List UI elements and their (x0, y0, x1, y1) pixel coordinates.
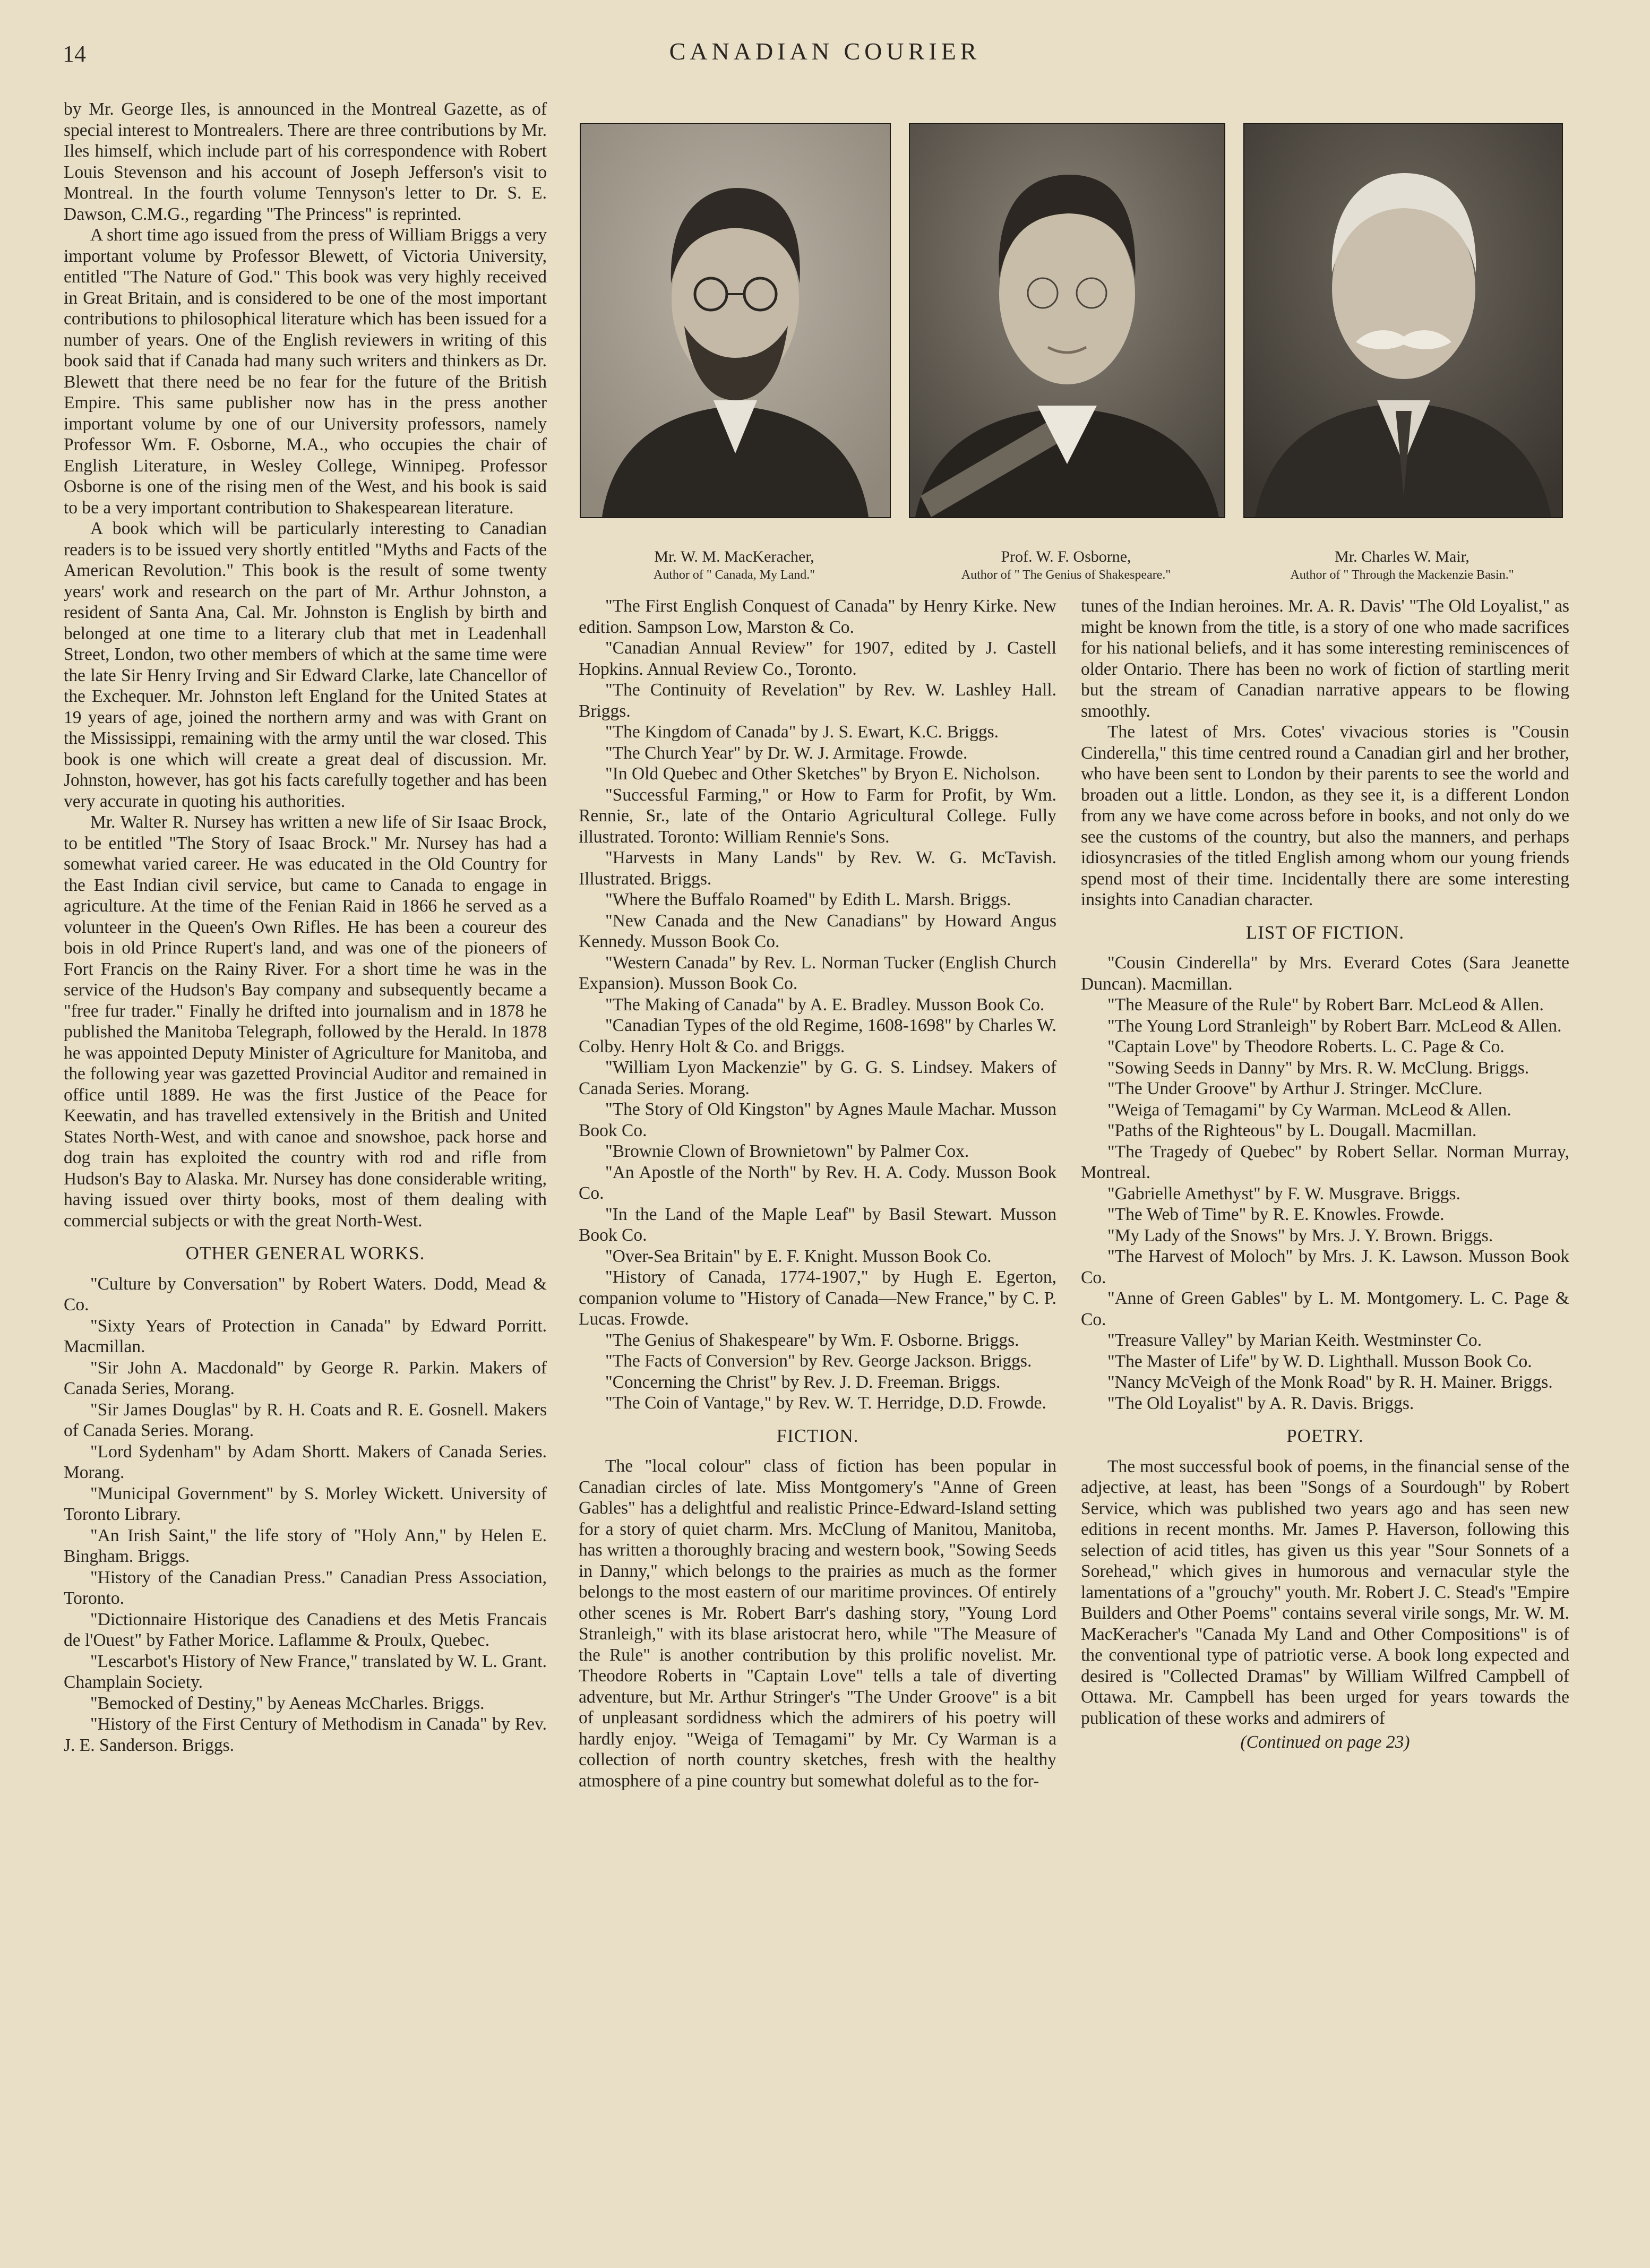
list-item: "An Irish Saint," the life story of "Holy Ann," by Helen E. Bingham. Briggs. (64, 1525, 547, 1566)
list-item: "Municipal Government" by S. Morley Wickett. University of Toronto Library. (64, 1483, 547, 1524)
portrait-image (910, 124, 1224, 517)
list-item: "Bemocked of Destiny," by Aeneas McCharles. Briggs. (90, 1693, 485, 1713)
list-item: "Cousin Cinderella" by Mrs. Everard Cotes (Sara Jeanette Duncan). Macmillan. (1081, 953, 1569, 994)
list-item: "Nancy McVeigh of the Monk Road" by R. H. Mainer. Briggs. (1107, 1372, 1553, 1392)
portrait-image (581, 124, 890, 517)
portrait-image (1244, 124, 1562, 517)
list-item: "The Continuity of Revelation" by Rev. W. Lashley Hall. Briggs. (579, 680, 1056, 721)
paragraph: A book which will be particularly interesting to Canadian readers is to be issued very shortly entitled "Myths and Facts of the American Revolution." This book is the result of some twenty years' work and research on the part of Mr. Arthur Johnston, a resident of Santa Ana, Cal. Mr. Johnston is English by birth and belonged at one time to a literary club that met in Leadenhall Street, London, two other members of which at the same time were the late Sir Henry Irving and Sir Edward Clarke, late Chancellor of the Exchequer. Mr. Johnston left England for the United States at 19 years of age, joined the northern army and was with Grant on the Mississippi, remaining with the army until the war closed. This book is one which will create a great deal of discussion. Mr. Johnston, however, has got his facts carefully together and has been very accurate in quoting his authorities. (64, 519, 547, 811)
list-item: "William Lyon Mackenzie" by G. G. S. Lindsey. Makers of Canada Series. Morang. (579, 1058, 1056, 1098)
list-item: "The Genius of Shakespeare" by Wm. F. Osborne. Briggs. (605, 1330, 1019, 1350)
list-item: "An Apostle of the North" by Rev. H. A. Cody. Musson Book Co. (579, 1162, 1056, 1203)
list-item: "History of the First Century of Methodism in Canada" by Rev. J. E. Sanderson. Briggs. (64, 1714, 547, 1755)
paragraph: by Mr. George Iles, is announced in the Montreal Gazette, as of special interest to Montrealers. There are three contributions by Mr. Iles himself, which include part of his correspondence with Robert Louis Stevenson and his account of Joseph Jefferson's visit to Montreal. In the fourth volume Tennyson's letter to Dr. S. E. Dawson, C.M.G., regarding "The Princess" is reprinted. (64, 99, 547, 224)
list-item: "Paths of the Righteous" by L. Dougall. Macmillan. (1107, 1121, 1477, 1140)
list-item: "History of Canada, 1774-1907," by Hugh E. Egerton, companion volume to "History of Canada—New France," by C. P. Lucas. Frowde. (579, 1267, 1056, 1329)
list-item: "Anne of Green Gables" by L. M. Montgomery. L. C. Page & Co. (1081, 1288, 1569, 1329)
caption-name: Mr. Charles W. Mair, (1335, 548, 1469, 565)
list-item: "Weiga of Temagami" by Cy Warman. McLeod & Allen. (1107, 1099, 1511, 1120)
list-item: "Sixty Years of Protection in Canada" by Edward Porritt. Macmillan. (64, 1316, 547, 1356)
list-item: "The Master of Life" by W. D. Lighthall. Musson Book Co. (1107, 1351, 1532, 1371)
masthead-title: CANADIAN COURIER (669, 38, 981, 65)
paragraph: A short time ago issued from the press of William Briggs a very important volume by Professor Blewett, of Victoria University, entitled "The Nature of God." This book was very highly received in Great Britain, and is considered to be one of the most important contributions to philosophical literature which has been issued for a number of years. One of the English reviewers in writing of this book said that if Canada had many such writers and thinkers as Dr. Blewett that there need be no fear for the future of the British Empire. This same publisher now has in the press another important volume by one of our University professors, namely Professor Wm. F. Osborne, M.A., who occupies the chair of English Literature, in Wesley College, Winnipeg. Professor Osborne is one of the rising men of the West, and his book is said to be a very important contribution to Shakespearean literature. (64, 225, 547, 518)
caption-name: Mr. W. M. MacKeracher, (654, 548, 814, 565)
list-item: "The Young Lord Stranleigh" by Robert Barr. McLeod & Allen. (1107, 1016, 1562, 1036)
column-1 (64, 99, 547, 2196)
list-item: "Concerning the Christ" by Rev. J. D. Freeman. Briggs. (605, 1372, 1001, 1392)
paragraph: The most successful book of poems, in the financial sense of the adjective, at least, has been "Songs of a Sourdough" by Robert Service, which was published two years ago and has seen new editions in recent months. Mr. James P. Haverson, following this selection of acid titles, has given us this year "Sour Sonnets of a Sorehead," which gives in humorous and vernacular style the lamentations of a "grouchy" youth. Mr. Robert J. C. Stead's "Empire Builders and Other Poems" contains several virile songs, Mr. W. M. MacKeracher's "Canada My Land and Other Compositions" is of the conventional type of patriotic verse. A book long expected and desired is "Collected Dramas" by William Wilfred Campbell of Ottawa. Mr. Campbell has been urged for years towards the publication of these works and admirers of (1081, 1456, 1569, 1728)
list-item: "The Facts of Conversion" by Rev. George Jackson. Briggs. (605, 1351, 1032, 1371)
list-item: "The Web of Time" by R. E. Knowles. Frowde. (1107, 1205, 1445, 1224)
paragraph: The "local colour" class of fiction has been popular in Canadian circles of late. Miss Montgomery's "Anne of Green Gables" has a delightful and realistic Prince-Edward-Island setting for a story of quiet charm. Mrs. McClung of Manitou, Manitoba, has written a thoroughly bracing and western book, "Sowing Seeds in Danny," which belongs to the prairies as much as the former belongs to the most eastern of our maritime provinces. Of entirely other scenes is Mr. Robert Barr's dashing story, "Young Lord Stranleigh," with its blase aristocrat hero, while "The Measure of the Rule" is another contribution by this prolific novelist. Mr. Theodore Roberts in "Captain Love" tells a tale of diverting adventure, but Mr. Arthur Stringer's "The Under Groove" is a bit of unpleasant sordidness which the admirers of his poetry will hardly enjoy. "Weiga of Temagami" by Mr. Cy Warman is a collection of north country sketches, fresh with the healthy atmosphere of a pine country but somewhat doleful as to the for- (579, 1456, 1056, 1791)
list-item: "Sowing Seeds in Danny" by Mrs. R. W. McClung. Briggs. (1107, 1058, 1529, 1078)
list-item: "Canadian Annual Review" for 1907, edited by J. Castell Hopkins. Annual Review Co., Toronto. (579, 638, 1056, 679)
list-item: "The Measure of the Rule" by Robert Barr. McLeod & Allen. (1107, 995, 1544, 1015)
list-item: "Canadian Types of the old Regime, 1608-1698" by Charles W. Colby. Henry Holt & Co. and Briggs. (579, 1016, 1056, 1056)
list-item: "In Old Quebec and Other Sketches" by Bryon E. Nicholson. (605, 764, 1041, 784)
list-item: "Lord Sydenham" by Adam Shortt. Makers of Canada Series. Morang. (64, 1441, 547, 1482)
list-item: "The Under Groove" by Arthur J. Stringer. McClure. (1107, 1079, 1483, 1098)
caption-credit: Author of " The Genius of Shakespeare." (961, 568, 1171, 582)
list-item: "Where the Buffalo Roamed" by Edith L. Marsh. Briggs. (605, 890, 1011, 909)
list-item: "Sir John A. Macdonald" by George R. Parkin. Makers of Canada Series, Morang. (64, 1358, 547, 1398)
list-item: "Captain Love" by Theodore Roberts. L. C. Page & Co. (1107, 1037, 1505, 1056)
list-item: "The Harvest of Moloch" by Mrs. J. K. Lawson. Musson Book Co. (1081, 1247, 1569, 1287)
list-item: "Dictionnaire Historique des Canadiens et des Metis Francais de l'Ouest" by Father Morice. Laflamme & Proulx, Quebec. (64, 1609, 547, 1650)
column-3 (1081, 596, 1569, 2199)
list-item: "My Lady of the Snows" by Mrs. J. Y. Brown. Briggs. (1107, 1225, 1493, 1245)
caption-credit: Author of " Canada, My Land." (653, 568, 815, 582)
list-item: "Gabrielle Amethyst" by F. W. Musgrave. Briggs. (1107, 1183, 1460, 1204)
list-item: "The First English Conquest of Canada" by Henry Kirke. New edition. Sampson Low, Marston & Co. (579, 596, 1056, 637)
portrait-mair (1243, 123, 1563, 518)
caption-name: Prof. W. F. Osborne, (1001, 548, 1131, 565)
section-heading: LIST OF FICTION. (1245, 922, 1405, 943)
list-item: "The Tragedy of Quebec" by Robert Sellar. Norman Murray, Montreal. (1081, 1141, 1569, 1182)
photo-caption (1243, 548, 1561, 582)
section-heading: OTHER GENERAL WORKS. (185, 1243, 425, 1264)
paragraph: tunes of the Indian heroines. Mr. A. R. Davis' "The Old Loyalist," as might be known from the title, is a story of one who made sacrifices for his national beliefs, and it has some interesting reminiscences of older Ontario. There has been no work of fiction of startling merit but the stream of Canadian narrative appears to be flowing smoothly. (1081, 596, 1569, 721)
caption-credit: Author of " Through the Mackenzie Basin." (1290, 568, 1514, 582)
list-item: "Treasure Valley" by Marian Keith. Westminster Co. (1107, 1330, 1482, 1350)
list-item: "Over-Sea Britain" by E. F. Knight. Musson Book Co. (605, 1246, 992, 1266)
paragraph: The latest of Mrs. Cotes' vivacious stories is "Cousin Cinderella," this time centred round a Canadian girl and her brother, who have been sent to London by their parents to see the world and broaden out a little. London, as they see it, is a different London from any we have come across before in books, and not only do we see the customs of the country, but also the manners, and perhaps idiosyncrasies of the titled English among whom our young friends spend most of their time. Incidentally there are some interesting insights into Canadian character. (1081, 722, 1569, 909)
list-item: "Harvests in Many Lands" by Rev. W. G. McTavish. Illustrated. Briggs. (579, 848, 1056, 889)
list-item: "The Coin of Vantage," by Rev. W. T. Herridge, D.D. Frowde. (605, 1393, 1046, 1413)
photo-caption (580, 548, 889, 582)
list-item: "Sir James Douglas" by R. H. Coats and R. E. Gosnell. Makers of Canada Series. Morang. (64, 1399, 547, 1440)
section-heading: POETRY. (1286, 1425, 1364, 1446)
list-item: "Brownie Clown of Brownietown" by Palmer Cox. (605, 1141, 969, 1161)
portrait-osborne (909, 123, 1225, 518)
list-item: "Western Canada" by Rev. L. Norman Tucker (English Church Expansion). Musson Book Co. (579, 952, 1056, 993)
list-item: "Lescarbot's History of New France," translated by W. L. Grant. Champlain Society. (64, 1651, 547, 1692)
portrait-photos (580, 123, 1562, 527)
list-item: "The Making of Canada" by A. E. Bradley. Musson Book Co. (605, 994, 1045, 1015)
list-item: "The Story of Old Kingston" by Agnes Maule Machar. Musson Book Co. (579, 1099, 1056, 1140)
list-item: "In the Land of the Maple Leaf" by Basil Stewart. Musson Book Co. (579, 1204, 1056, 1245)
photo-caption (909, 548, 1223, 582)
list-item: "The Old Loyalist" by A. R. Davis. Briggs. (1107, 1393, 1414, 1413)
list-item: "Culture by Conversation" by Robert Waters. Dodd, Mead & Co. (64, 1274, 547, 1315)
continued-notice: (Continued on page 23) (1240, 1732, 1410, 1752)
list-item: "The Kingdom of Canada" by J. S. Ewart, K.C. Briggs. (605, 722, 999, 742)
section-heading: FICTION. (776, 1425, 859, 1446)
paragraph: Mr. Walter R. Nursey has written a new life of Sir Isaac Brock, to be entitled "The Story of Isaac Brock." Mr. Nursey has had a somewhat varied career. He was educated in the Old Country for the East Indian civil service, but came to Canada to engage in agriculture. At the time of the Fenian Raid in 1866 he served as a volunteer in the Queen's Own Rifles. He has been a coureur des bois in old Prince Rupert's land, and was one of the pioneers of Fort Francis on the Rainy River. For a short time he was in the service of the Hudson's Bay company and subsequently became a "free fur trader." Finally he drifted into journalism and in 1878 he published the Manitoba Telegraph, followed by the Herald. In 1878 he was appointed Deputy Minister of Agriculture for Manitoba, and the following year was gazetted Provincial Auditor and remained in office until 1889. He was the first Justice of the Peace for Keewatin, and has travelled extensively in the British and United States North-West, and with canoe and snowshoe, pack horse and dog train has exploited the country with rod and rifle from Hudson's Bay to Alaska. Mr. Nursey has done considerable writing, having issued over thirty books, most of them dealing with commercial subjects or with the great North-West. (64, 812, 547, 1231)
portrait-mackeracher (580, 123, 891, 518)
list-item: "History of the Canadian Press." Canadian Press Association, Toronto. (64, 1567, 547, 1608)
list-item: "The Church Year" by Dr. W. J. Armitage. Frowde. (605, 743, 968, 763)
list-item: "Successful Farming," or How to Farm for Profit, by Wm. Rennie, Sr., late of the Ontario Agricultural College. Fully illustrated. Toronto: William Rennie's Sons. (579, 785, 1056, 847)
page-number: 14 (63, 41, 86, 67)
list-item: "New Canada and the New Canadians" by Howard Angus Kennedy. Musson Book Co. (579, 910, 1056, 951)
column-2 (579, 596, 1056, 2199)
